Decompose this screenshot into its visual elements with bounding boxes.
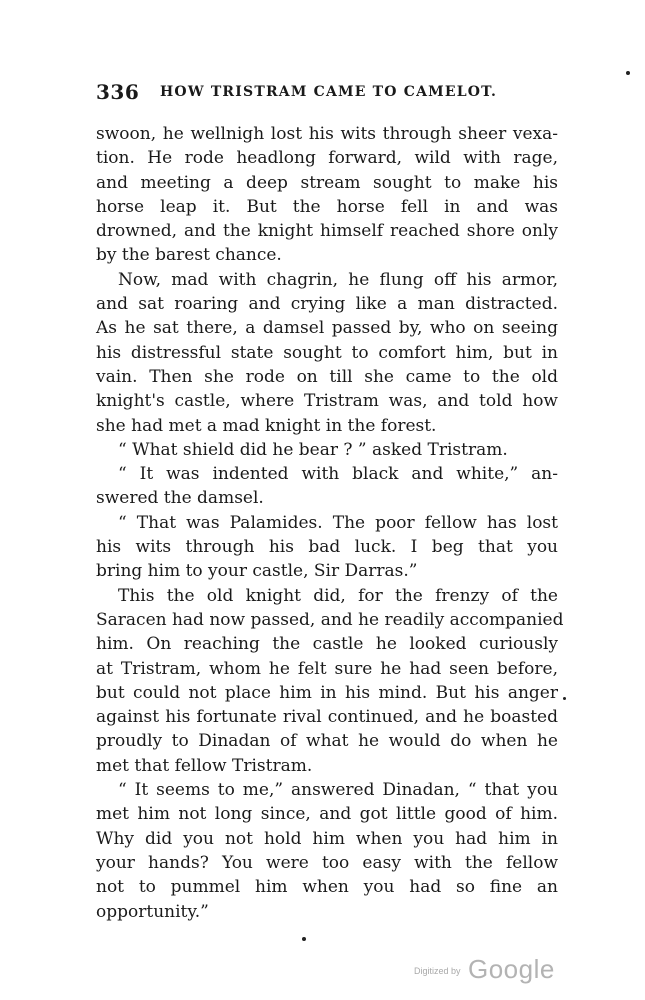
text-line: vain. Then she rode on till she came to the old: [96, 366, 558, 387]
text-line: Saracen had now passed, and he readily accompanied: [96, 609, 564, 630]
text-line: knight's castle, where Tristram was, and told how: [96, 391, 558, 412]
digitized-watermark: [414, 954, 554, 984]
google-logo: Google: [468, 954, 555, 984]
text-line: him. On reaching the castle he looked curiously: [96, 634, 558, 655]
text-line: swoon, he wellnigh lost his wits through sheer vexa-: [96, 124, 558, 144]
page-number: 336: [96, 80, 140, 104]
text-line: met him not long since, and got little good of him.: [96, 804, 558, 825]
text-line: tion. He rode headlong forward, wild with rage,: [96, 148, 558, 169]
text-line: “ What shield did he bear ? ” asked Tristram.: [118, 439, 508, 460]
text-line: drowned, and the knight himself reached shore only: [96, 221, 558, 242]
text-line: horse leap it. But the horse fell in and was: [96, 196, 558, 217]
text-line: by the barest chance.: [96, 245, 282, 266]
ink-speck: [563, 697, 566, 700]
text-line: As he sat there, a damsel passed by, who on seeing: [96, 318, 558, 339]
text-line: his wits through his bad luck. I beg that you: [96, 537, 558, 558]
text-line: Why did you not hold him when you had him in: [96, 828, 558, 849]
text-line: she had met a mad knight in the forest.: [96, 415, 437, 436]
text-line: but could not place him in his mind. But his anger: [96, 682, 558, 703]
text-line: swered the damsel.: [96, 488, 264, 509]
text-line: Now, mad with chagrin, he flung off his armor,: [118, 269, 558, 290]
text-line: your hands? You were too easy with the fellow: [96, 852, 558, 873]
text-line: his distressful state sought to comfort him, but in: [96, 342, 558, 363]
text-line: met that fellow Tristram.: [96, 755, 313, 776]
watermark-prefix: Digitized by: [414, 966, 461, 976]
ink-speck: [626, 71, 630, 75]
text-line: opportunity.”: [96, 901, 209, 922]
ink-speck: [302, 937, 306, 941]
text-line: and meeting a deep stream sought to make his: [96, 172, 558, 193]
text-line: “ It seems to me,” answered Dinadan, “ that you: [118, 780, 558, 801]
text-line: and sat roaring and crying like a man distracted.: [96, 294, 558, 315]
text-line: This the old knight did, for the frenzy of the: [118, 585, 558, 606]
text-line: not to pummel him when you had so fine an: [96, 877, 558, 898]
text-line: “ It was indented with black and white,” an-: [118, 464, 558, 485]
page-header: [96, 80, 556, 104]
body-text: [96, 122, 564, 924]
running-title: HOW TRISTRAM CAME TO CAMELOT.: [160, 84, 498, 100]
text-line: against his fortunate rival continued, and he boasted: [96, 707, 558, 728]
text-line: proudly to Dinadan of what he would do when he: [96, 731, 558, 752]
text-line: bring him to your castle, Sir Darras.”: [96, 561, 418, 582]
text-line: “ That was Palamides. The poor fellow has lost: [118, 512, 558, 533]
text-line: at Tristram, whom he felt sure he had seen before,: [96, 658, 558, 679]
